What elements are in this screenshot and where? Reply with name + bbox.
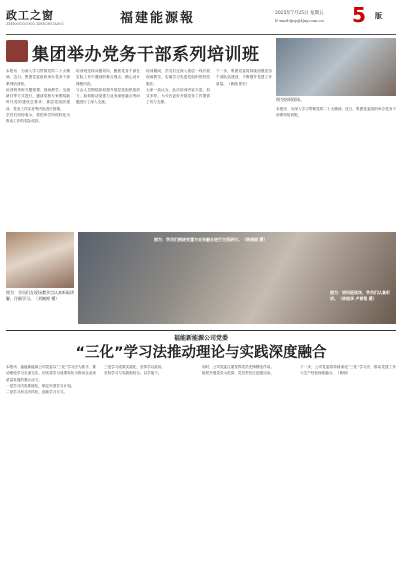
article2-col3-p2: 组织开展党员示范岗、党员责任区创建活动。 (202, 371, 274, 376)
newspaper-brand: 福建能源報 (120, 11, 196, 26)
article1-left-photo (6, 232, 74, 288)
article1-col1-p3: 学员们纷纷表示，将把所学所悟转化为推动工作的实际成效。 (6, 113, 70, 124)
column-subtitle: ZHENGGONG ZHICHUANG (6, 21, 64, 26)
article1-column-3 (146, 68, 210, 228)
article1-main-photo (78, 232, 396, 324)
article2-column-1 (6, 364, 96, 560)
article1-column-4 (216, 68, 272, 228)
article1-top-photo-caption: 图为培训现场。 (276, 97, 304, 102)
article2-col2-p1: 三是学习成果实践化，坚持学以致用。 (104, 365, 166, 369)
article2-kicker: 福能新能源公司党委 (173, 335, 228, 342)
contact-email: E-mail:fjny@fjny.com.cn (275, 18, 324, 23)
article1-top-photo (276, 38, 396, 96)
article2-col1-p2: 一是学习内容系统化，制定年度学习计划。 (6, 383, 75, 388)
issue-date: 2025年7月25日 星期五 (275, 11, 324, 16)
article2-column-2 (104, 364, 194, 560)
article1-col2-p1: 培训班坚持问题导向，聚焦党务干部在实际工作中遇到的难点堵点，精心设计课程内容。 (76, 69, 140, 86)
article1-column-2 (76, 68, 140, 228)
article2-col1-p1: 本报讯 福能新能源公司党委以“三化”学习法为抓手，推动理论学习走深走实，切实将学习成果转化为推动企业高质量发展的强大动力。 (6, 365, 96, 382)
article1-column-1 (6, 68, 70, 228)
article1-main-photo-caption: 图为：学员们围绕党建与业务融合进行交流研讨。（杨娟娟 摄） (154, 237, 268, 242)
article2-column-4 (300, 364, 396, 560)
article1-headline: 集团举办党务干部系列培训班 (32, 45, 260, 65)
article2-col2-p2: 坚持学习与实践相结合，以学促干。 (104, 371, 162, 376)
article2-headline: “三化”学习法推动理论与实践深度融合 (75, 345, 327, 361)
article1-col3-p1: 培训期间，学员们还深入基层一线开展现场教学，实地学习先进党组织的经验做法。 (146, 69, 210, 86)
article1-col5-p1: 本报讯 为深入学习贯彻党的二十大精神，近日，集团党委组织举办党务干部系列培训班。 (276, 107, 396, 118)
masthead (6, 4, 396, 35)
article1-col3-p2: 大家一致认为，此次培训内容丰富、形式多样，为今后更好开展党务工作提供了有力支撑。 (146, 87, 210, 105)
article2-col3-p1: 同时，公司党委注重发挥党员先锋模范作用。 (202, 365, 274, 369)
article2-col4-p1: 下一步，公司党委将持续深化“三化”学习法，推动党建工作与生产经营深度融合。（黄明） (300, 365, 396, 376)
article2-col1-p3: 二是学习形式多样化，创新学习方式。 (6, 390, 68, 395)
section-divider (6, 330, 396, 331)
article1-column-5 (276, 106, 396, 228)
article2-column-3 (202, 364, 292, 560)
page-label: 版 (375, 11, 382, 20)
article1-col1-p1: 本报讯 为深入学习贯彻党的二十大精神，近日，集团党委组织举办党务干部系列培训班。 (6, 69, 70, 86)
article1-col2-p2: 与会人员围绕如何提升基层党组织组织力、如何推动党建与业务深度融合等问题进行了深入交流。 (76, 87, 140, 105)
article1-col4-p1: 下一步，集团党委将持续加强党务干部队伍建设，不断提升党建工作质量。（黄瑞 张宏） (216, 69, 272, 86)
headline-thumbnail-photo (6, 40, 28, 62)
page-number: 5 (352, 3, 366, 27)
article1-col1-p2: 培训班采取专题授课、现场教学、交流研讨等方式进行，邀请党校专家围绕新时代党的建设总要求、基层党组织建设、党务工作实务等内容进行授课。 (6, 87, 70, 111)
article1-right-photo-caption: 图为：培训班现场，学员们认真听讲。（林振华 卢晋铭 摄） (330, 290, 390, 301)
article1-left-photo-caption: 图为：学员们在现场教学点认真听取讲解，仔细学习。（刘婉婷 摄） (6, 290, 74, 301)
column-name: 政工之窗 (6, 9, 54, 22)
